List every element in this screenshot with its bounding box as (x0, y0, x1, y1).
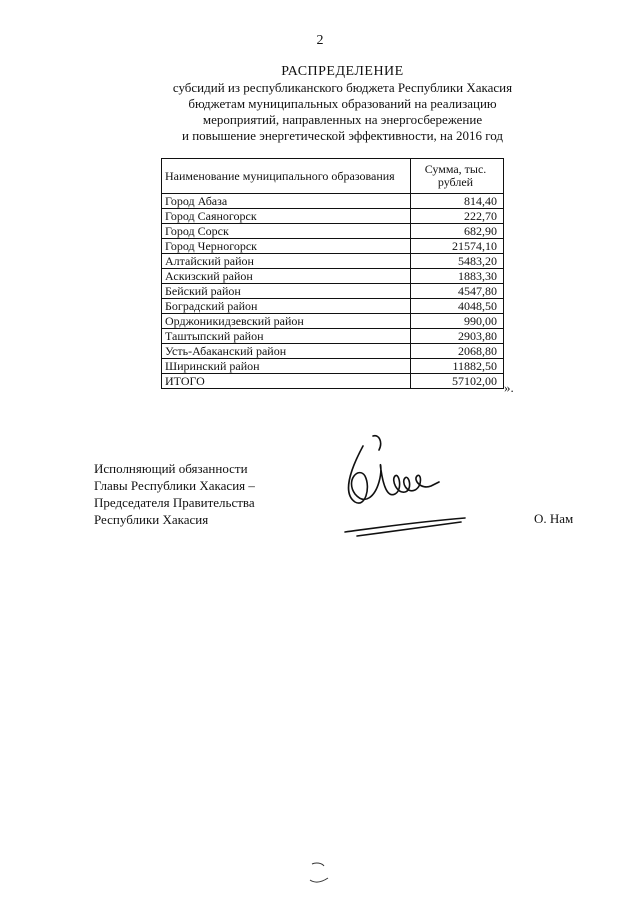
signatory-line: Исполняющий обязанности (94, 461, 248, 476)
row-name: Боградский район (162, 299, 411, 314)
row-sum: 2068,80 (411, 344, 504, 359)
row-name: Город Абаза (162, 194, 411, 209)
row-name: Усть-Абаканский район (162, 344, 411, 359)
row-sum: 990,00 (411, 314, 504, 329)
heading-line: и повышение энергетической эффективности, на 2016 год (181, 128, 504, 143)
row-sum: 682,90 (411, 224, 504, 239)
table-row (162, 284, 504, 299)
table-row (162, 209, 504, 224)
page-stamp-mark (304, 860, 334, 895)
row-name: Город Сорск (162, 224, 411, 239)
table-row (162, 359, 504, 374)
signatory-line: Республики Хакасия (94, 512, 209, 527)
signatory-line: Главы Республики Хакасия – (94, 478, 255, 493)
total-label: ИТОГО (162, 374, 411, 389)
table-row (162, 299, 504, 314)
signer-name: О. Нам (534, 511, 574, 526)
row-sum: 4048,50 (411, 299, 504, 314)
row-name: Ширинский район (162, 359, 411, 374)
heading-line: мероприятий, направленных на энергосбережение (202, 112, 483, 127)
row-name: Алтайский район (162, 254, 411, 269)
row-name: Город Черногорск (162, 239, 411, 254)
total-sum: 57102,00 (411, 374, 504, 389)
row-sum: 11882,50 (411, 359, 504, 374)
heading-line: бюджетам муниципальных образований на реализацию (188, 96, 497, 111)
closing-quote: ». (504, 380, 514, 395)
table-row (162, 194, 504, 209)
subsidy-table (161, 158, 504, 389)
table-row (162, 344, 504, 359)
row-name: Город Саяногорск (162, 209, 411, 224)
row-name: Аскизский район (162, 269, 411, 284)
table-row (162, 224, 504, 239)
heading-title: РАСПРЕДЕЛЕНИЕ (281, 64, 404, 79)
row-name: Орджоникидзевский район (162, 314, 411, 329)
signatory-line: Председателя Правительства (94, 495, 255, 510)
row-sum: 21574,10 (411, 239, 504, 254)
document-heading (0, 64, 640, 144)
table-header-row (162, 159, 504, 194)
row-sum: 2903,80 (411, 329, 504, 344)
row-name: Бейский район (162, 284, 411, 299)
column-header-name: Наименование муниципального образования (162, 159, 411, 194)
page-number: 2 (316, 33, 324, 48)
handwritten-signature (335, 432, 470, 549)
heading-line: субсидий из республиканского бюджета Республики Хакасия (172, 80, 513, 95)
row-sum: 5483,20 (411, 254, 504, 269)
row-sum: 4547,80 (411, 284, 504, 299)
table-row (162, 329, 504, 344)
table-row (162, 254, 504, 269)
table-row (162, 314, 504, 329)
row-sum: 222,70 (411, 209, 504, 224)
column-header-sum: Сумма, тыс. рублей (411, 159, 504, 194)
table-row (162, 269, 504, 284)
row-sum: 814,40 (411, 194, 504, 209)
row-name: Таштыпский район (162, 329, 411, 344)
table-row (162, 239, 504, 254)
row-sum: 1883,30 (411, 269, 504, 284)
table-total-row (162, 374, 504, 389)
signatory-title (94, 460, 255, 528)
